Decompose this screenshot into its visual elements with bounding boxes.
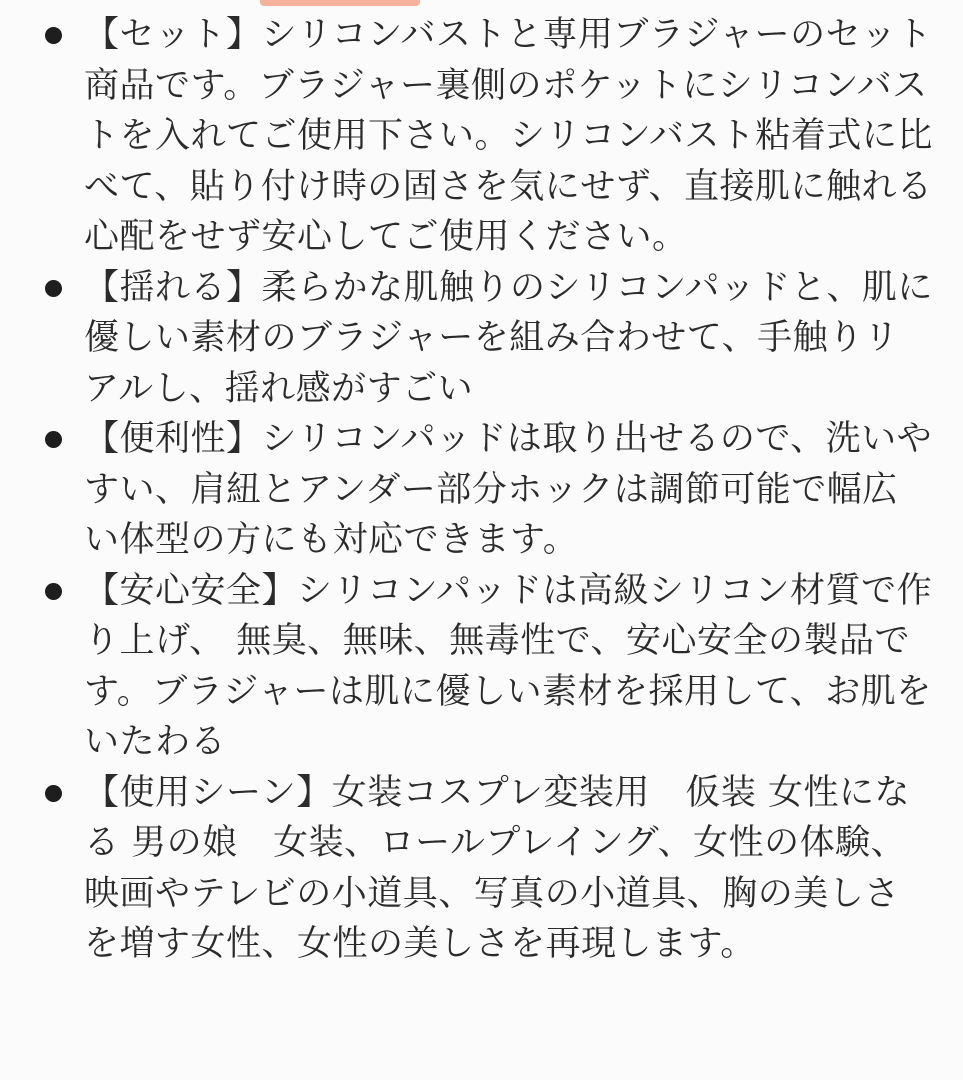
top-accent-bar	[260, 0, 420, 6]
feature-list	[0, 10, 963, 970]
list-item-text: 【安心安全】シリコンパッドは高級シリコン材質で作り上げ、 無臭、無味、無毒性で、安心安全の製品です。ブラジャーは肌に優しい素材を採用して、お肌をいたわる	[84, 570, 933, 762]
list-item-usage	[0, 768, 963, 970]
list-item-text: 【便利性】シリコンパッドは取り出せるので、洗いやすい、肩紐とアンダー部分ホックは調節可能で幅広い体型の方にも対応できます。	[84, 419, 933, 560]
bullet-icon	[45, 583, 62, 600]
list-item-text: 【揺れる】柔らかな肌触りのシリコンパッドと、肌に優しい素材のブラジャーを組み合わせて、手触りリアルし、揺れ感がすごい	[84, 267, 933, 409]
list-item-sway	[0, 263, 963, 415]
bullet-icon	[45, 785, 62, 802]
list-item-safety	[0, 566, 963, 768]
list-item-text: 【使用シーン】女装コスプレ変装用 仮装 女性になる 男の娘 女装、ロールプレイング、女性の体験、映画やテレビの小道具、写真の小道具、胸の美しさを増す女性、女性の美しさを再現します。	[84, 772, 911, 964]
bullet-icon	[45, 27, 62, 44]
list-item-set	[0, 10, 963, 263]
list-item-text: 【セット】シリコンバストと専用ブラジャーのセット商品です。ブラジャー裏側のポケットにシリコンバストを入れてご使用下さい。シリコンバスト粘着式に比べて、貼り付け時の固さを気にせず、直接肌に触れる心配をせず安心してご使用ください。	[84, 15, 933, 257]
bullet-icon	[45, 280, 62, 297]
list-item-convenience	[0, 414, 963, 566]
bullet-icon	[45, 431, 62, 448]
